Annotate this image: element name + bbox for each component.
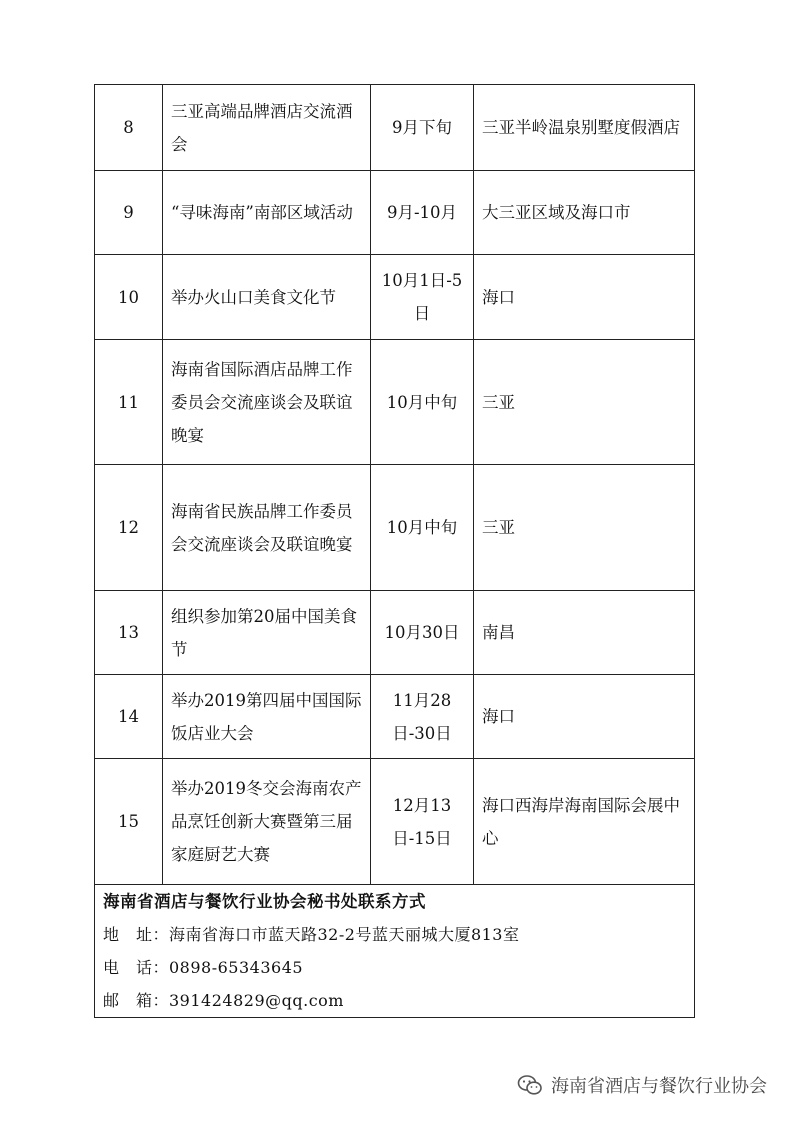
table-row (95, 759, 695, 885)
event-date: 9月下旬 (371, 85, 474, 171)
email-label: 邮 箱： (103, 991, 170, 1010)
event-date: 10月30日 (371, 591, 474, 675)
wechat-icon (517, 1074, 543, 1096)
table-row (95, 591, 695, 675)
event-schedule-table (94, 84, 695, 1018)
contact-phone (103, 951, 686, 984)
event-venue: 三亚 (474, 465, 695, 591)
event-name: “寻味海南”南部区域活动 (163, 171, 371, 255)
event-date: 12月13日-15日 (371, 759, 474, 885)
event-name: 三亚高端品牌酒店交流酒会 (163, 85, 371, 171)
contact-address (103, 918, 686, 951)
event-name: 举办火山口美食文化节 (163, 255, 371, 340)
row-number: 10 (95, 255, 163, 340)
event-venue: 海口 (474, 255, 695, 340)
event-name: 组织参加第20届中国美食节 (163, 591, 371, 675)
watermark-text: 海南省酒店与餐饮行业协会 (551, 1076, 767, 1097)
table-row (95, 85, 695, 171)
row-number: 15 (95, 759, 163, 885)
event-name: 举办2019第四届中国国际饭店业大会 (163, 675, 371, 759)
phone-value: 0898-65343645 (169, 958, 304, 977)
table-row (95, 465, 695, 591)
event-date: 11月28日-30日 (371, 675, 474, 759)
row-number: 8 (95, 85, 163, 171)
contact-email (103, 984, 686, 1017)
event-date: 10月1日-5日 (371, 255, 474, 340)
event-venue: 大三亚区域及海口市 (474, 171, 695, 255)
wechat-watermark (517, 1072, 767, 1098)
event-venue: 海口 (474, 675, 695, 759)
event-date: 9月-10月 (371, 171, 474, 255)
event-venue: 三亚半岭温泉别墅度假酒店 (474, 85, 695, 171)
event-name: 海南省民族品牌工作委员会交流座谈会及联谊晚宴 (163, 465, 371, 591)
event-name: 举办2019冬交会海南农产品烹饪创新大赛暨第三届家庭厨艺大赛 (163, 759, 371, 885)
table-row (95, 255, 695, 340)
address-value: 海南省海口市蓝天路32-2号蓝天丽城大厦813室 (169, 925, 520, 944)
row-number: 9 (95, 171, 163, 255)
email-value: 391424829@qq.com (169, 991, 344, 1010)
event-venue: 海口西海岸海南国际会展中心 (474, 759, 695, 885)
row-number: 14 (95, 675, 163, 759)
event-date: 10月中旬 (371, 465, 474, 591)
table-row (95, 171, 695, 255)
row-number: 12 (95, 465, 163, 591)
event-venue: 南昌 (474, 591, 695, 675)
phone-label: 电 话： (103, 958, 170, 977)
contact-section (95, 885, 695, 1018)
event-date: 10月中旬 (371, 340, 474, 465)
table-row (95, 340, 695, 465)
event-name: 海南省国际酒店品牌工作委员会交流座谈会及联谊晚宴 (163, 340, 371, 465)
row-number: 11 (95, 340, 163, 465)
row-number: 13 (95, 591, 163, 675)
table-row (95, 675, 695, 759)
event-venue: 三亚 (474, 340, 695, 465)
contact-title: 海南省酒店与餐饮行业协会秘书处联系方式 (103, 892, 426, 911)
address-label: 地 址： (103, 925, 170, 944)
contact-row (95, 885, 695, 1018)
